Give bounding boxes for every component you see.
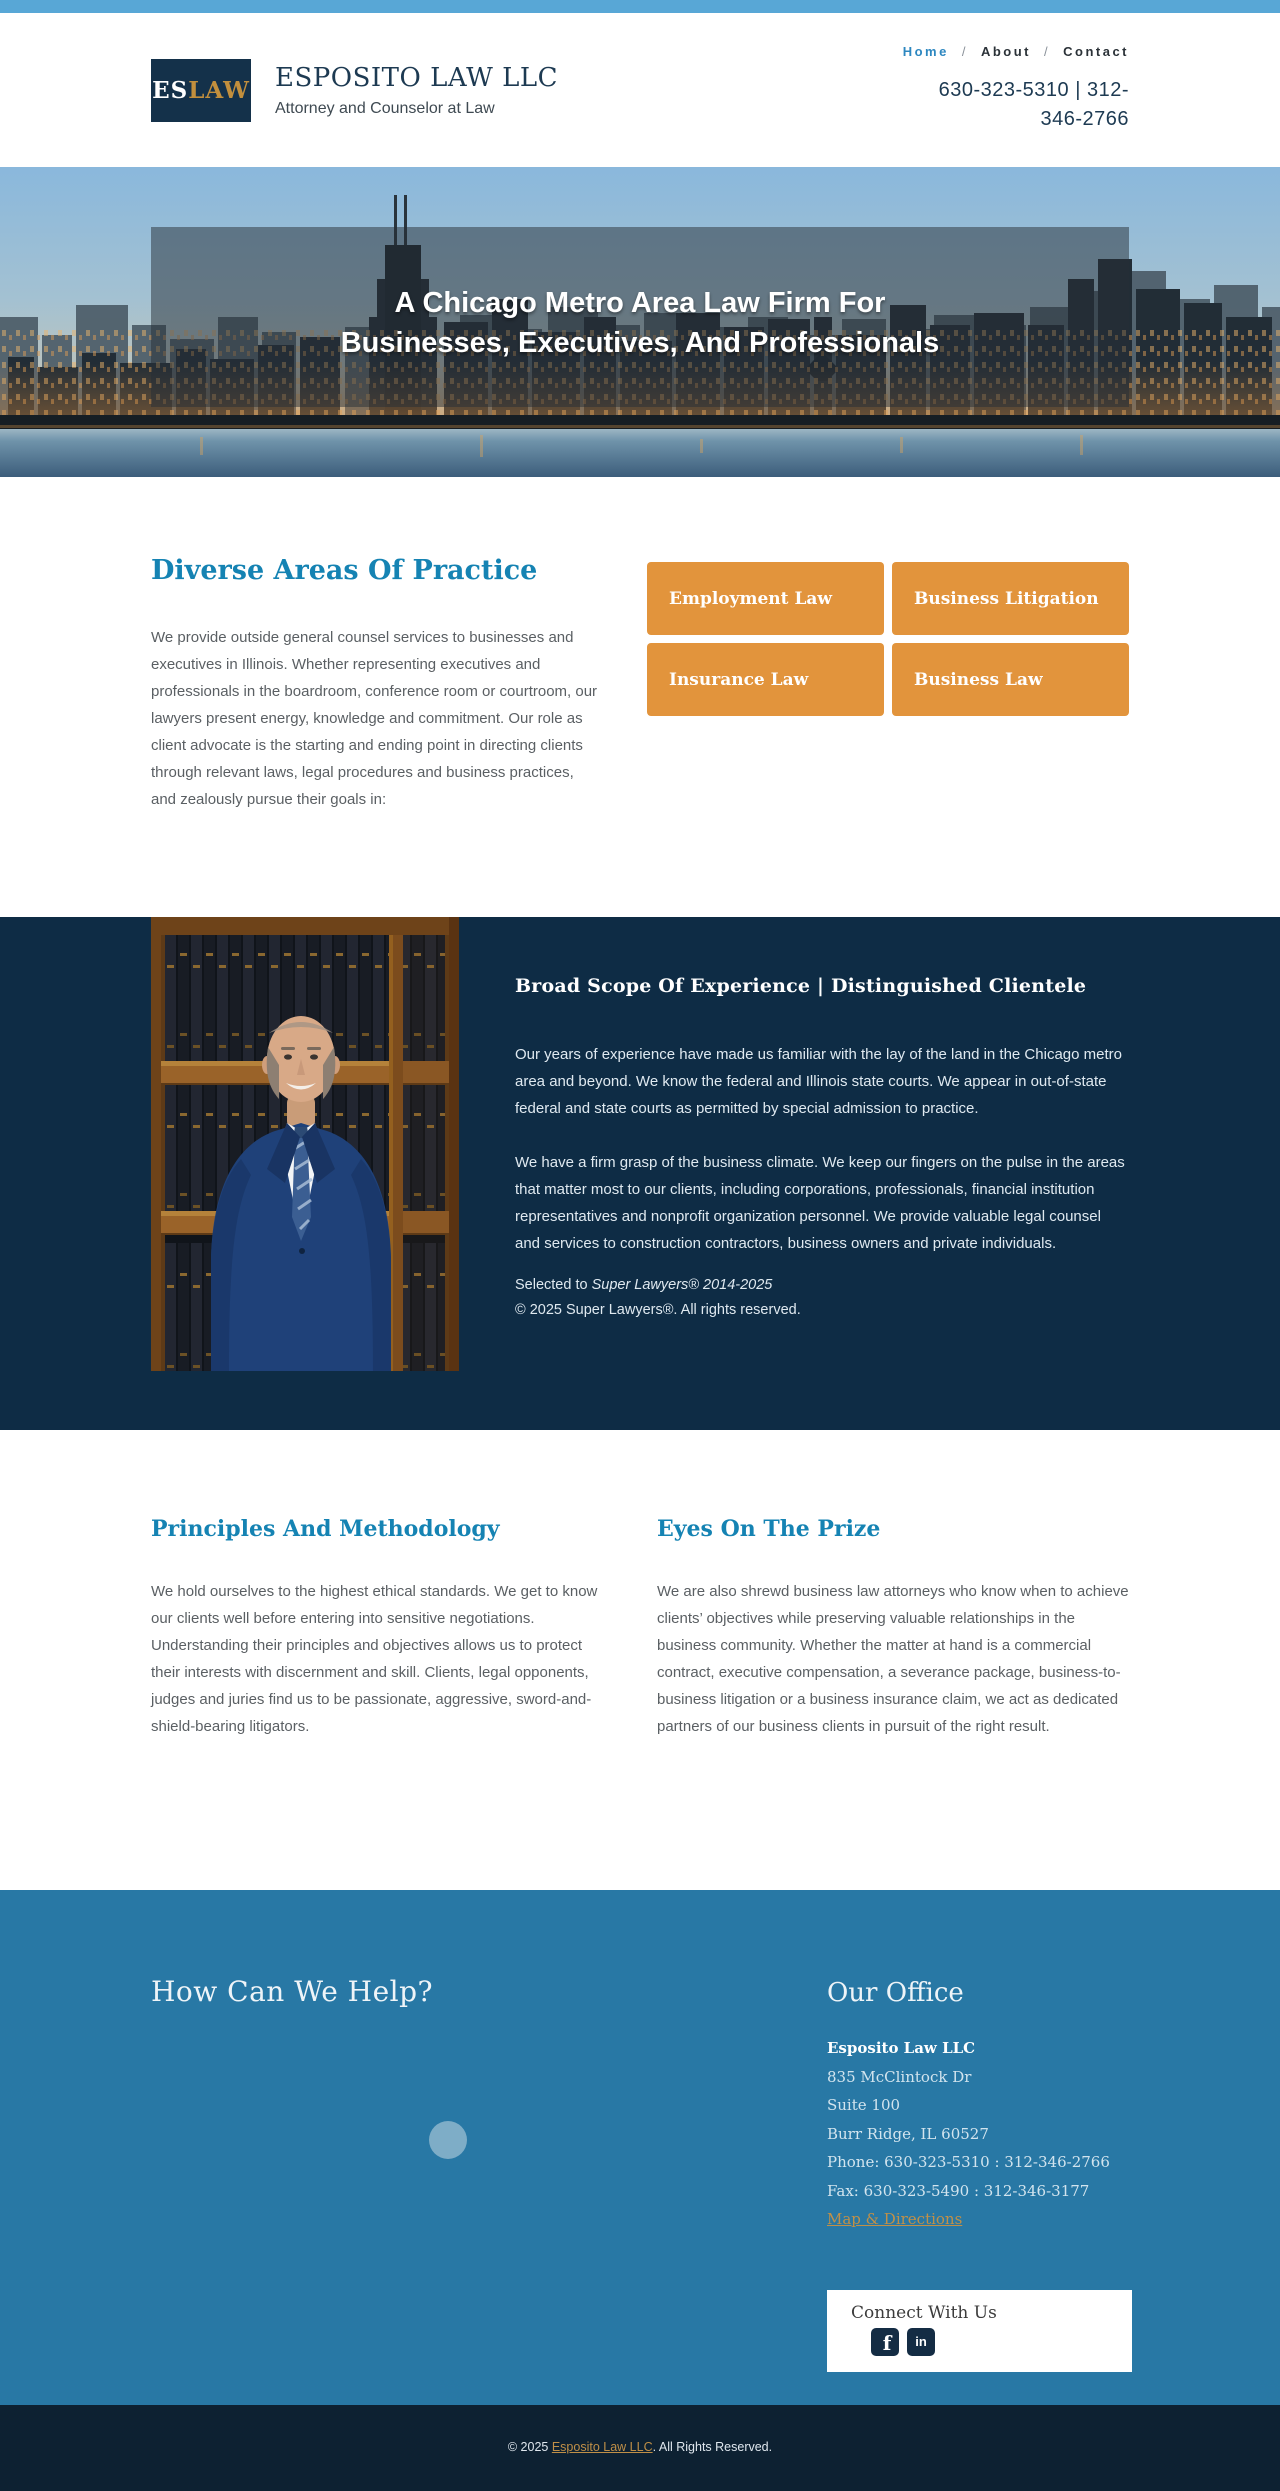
office-heading: Our Office: [827, 1978, 964, 2008]
experience-heading: Broad Scope Of Experience | Distinguished Clientele: [515, 975, 1087, 997]
eyes-on-prize-text: We are also shrewd business law attorneys who know when to achieve clients’ objectives while preserving valuable relationships in the business community. Whether the matter at hand is a commercial contract, executive compensation, a severance package, business-to-business litigation or a business insurance claim, we act as dedicated partners of our business clients in pursuit of the right result.: [657, 1583, 1129, 1735]
nav-link-contact[interactable]: Contact: [1063, 44, 1129, 59]
super-lawyers-copyright: © 2025 Super Lawyers®. All rights reserved.: [515, 1302, 801, 1318]
map-directions-link[interactable]: Map & Directions: [827, 2210, 963, 2228]
office-address-line2: Suite 100: [827, 2096, 901, 2114]
hero-banner: [0, 167, 1280, 477]
facebook-icon[interactable]: f: [871, 2328, 899, 2356]
practice-intro-text: We provide outside general counsel services to businesses and executives in Illinois. Whether representing executives and professionals in the boardroom, conference room or courtroom, our lawyers present energy, knowledge and commitment. Our role as client advocate is the starting and ending point in directing clients through relevant laws, legal procedures and business practices, and zealously pursue their goals in:: [151, 629, 598, 808]
copyright-firm-link[interactable]: Esposito Law LLC: [551, 2440, 653, 2454]
firm-logo[interactable]: [151, 59, 251, 122]
main-nav: [903, 44, 1129, 59]
principles-text: We hold ourselves to the highest ethical standards. We get to know our clients well before entering into sensitive negotiations. Understanding their principles and objectives allows us to protect their interests with discernment and skill. Clients, legal opponents, judges and juries find us to be passionate, aggressive, sword-and-shield-bearing litigators.: [151, 1583, 598, 1735]
contact-form-heading: How Can We Help?: [151, 1975, 434, 2008]
experience-paragraph-2: We have a firm grasp of the business climate. We keep our fingers on the pulse in the areas that matter most to our clients, including corporations, professionals, financial institution representatives and nonprofit organization personnel. We provide valuable legal counsel and services to construction contractors, business owners and private individuals.: [515, 1154, 1125, 1252]
connect-with-us-box: [827, 2290, 1132, 2372]
practice-areas-section: [0, 477, 1280, 917]
brand: [151, 59, 558, 122]
logo-text-es: ES: [152, 77, 189, 104]
logo-text-law: LAW: [188, 77, 250, 104]
linkedin-icon[interactable]: in: [907, 2328, 935, 2356]
office-city-state: Burr Ridge, IL 60527: [827, 2124, 989, 2143]
firm-name: ESPOSITO LAW LLC: [275, 63, 559, 93]
nav-separator: /: [1043, 44, 1051, 59]
super-lawyers-selection: Selected to Super Lawyers® 2014-2025: [515, 1277, 773, 1293]
nav-link-home[interactable]: Home: [902, 44, 949, 59]
office-fax: Fax: 630-323-5490 : 312-346-3177: [827, 2181, 1090, 2200]
form-loading-spinner: [429, 2121, 467, 2159]
hero-headline: A Chicago Metro Area Law Firm For Businesses, Executives, And Professionals: [340, 287, 940, 359]
top-accent-bar: [0, 0, 1280, 13]
footer-contact-section: [0, 1890, 1280, 2405]
copyright-bar: [0, 2405, 1280, 2491]
office-address-line1: 835 McClintock Dr: [827, 2067, 972, 2086]
practice-heading: Diverse Areas Of Practice: [151, 555, 538, 586]
eyes-on-prize-heading: Eyes On The Prize: [657, 1516, 881, 1542]
copyright-suffix: . All Rights Reserved.: [652, 2440, 773, 2454]
principles-section: [0, 1430, 1280, 1890]
copyright-prefix: © 2025: [507, 2440, 552, 2454]
site-header: [0, 13, 1280, 167]
practice-button-business-litigation[interactable]: Business Litigation: [892, 562, 1129, 635]
header-phone-numbers[interactable]: 630-323-5310 | 312-346-2766: [938, 79, 1129, 130]
principles-heading: Principles And Methodology: [151, 1516, 500, 1542]
practice-buttons: [647, 562, 1129, 716]
nav-separator: /: [961, 44, 968, 59]
experience-paragraph-1: Our years of experience have made us familiar with the lay of the land in the Chicago metro area and beyond. We know the federal and Illinois state courts. We appear in out-of-state federal and state courts as permitted by special admission to practice.: [515, 1046, 1122, 1117]
office-info: [827, 1978, 1132, 2372]
nav-link-about[interactable]: About: [980, 44, 1031, 59]
office-phone: Phone: 630-323-5310 : 312-346-2766: [827, 2153, 1110, 2171]
practice-button-business-law[interactable]: Business Law: [892, 643, 1129, 716]
practice-button-insurance-law[interactable]: Insurance Law: [647, 643, 884, 716]
office-firm-name: Esposito Law LLC: [827, 2039, 976, 2057]
attorney-portrait-photo: [151, 917, 459, 1371]
experience-section: [0, 917, 1280, 1430]
firm-tagline: Attorney and Counselor at Law: [275, 100, 495, 117]
practice-button-employment-law[interactable]: Employment Law: [647, 562, 884, 635]
connect-heading: Connect With Us: [851, 2302, 997, 2323]
